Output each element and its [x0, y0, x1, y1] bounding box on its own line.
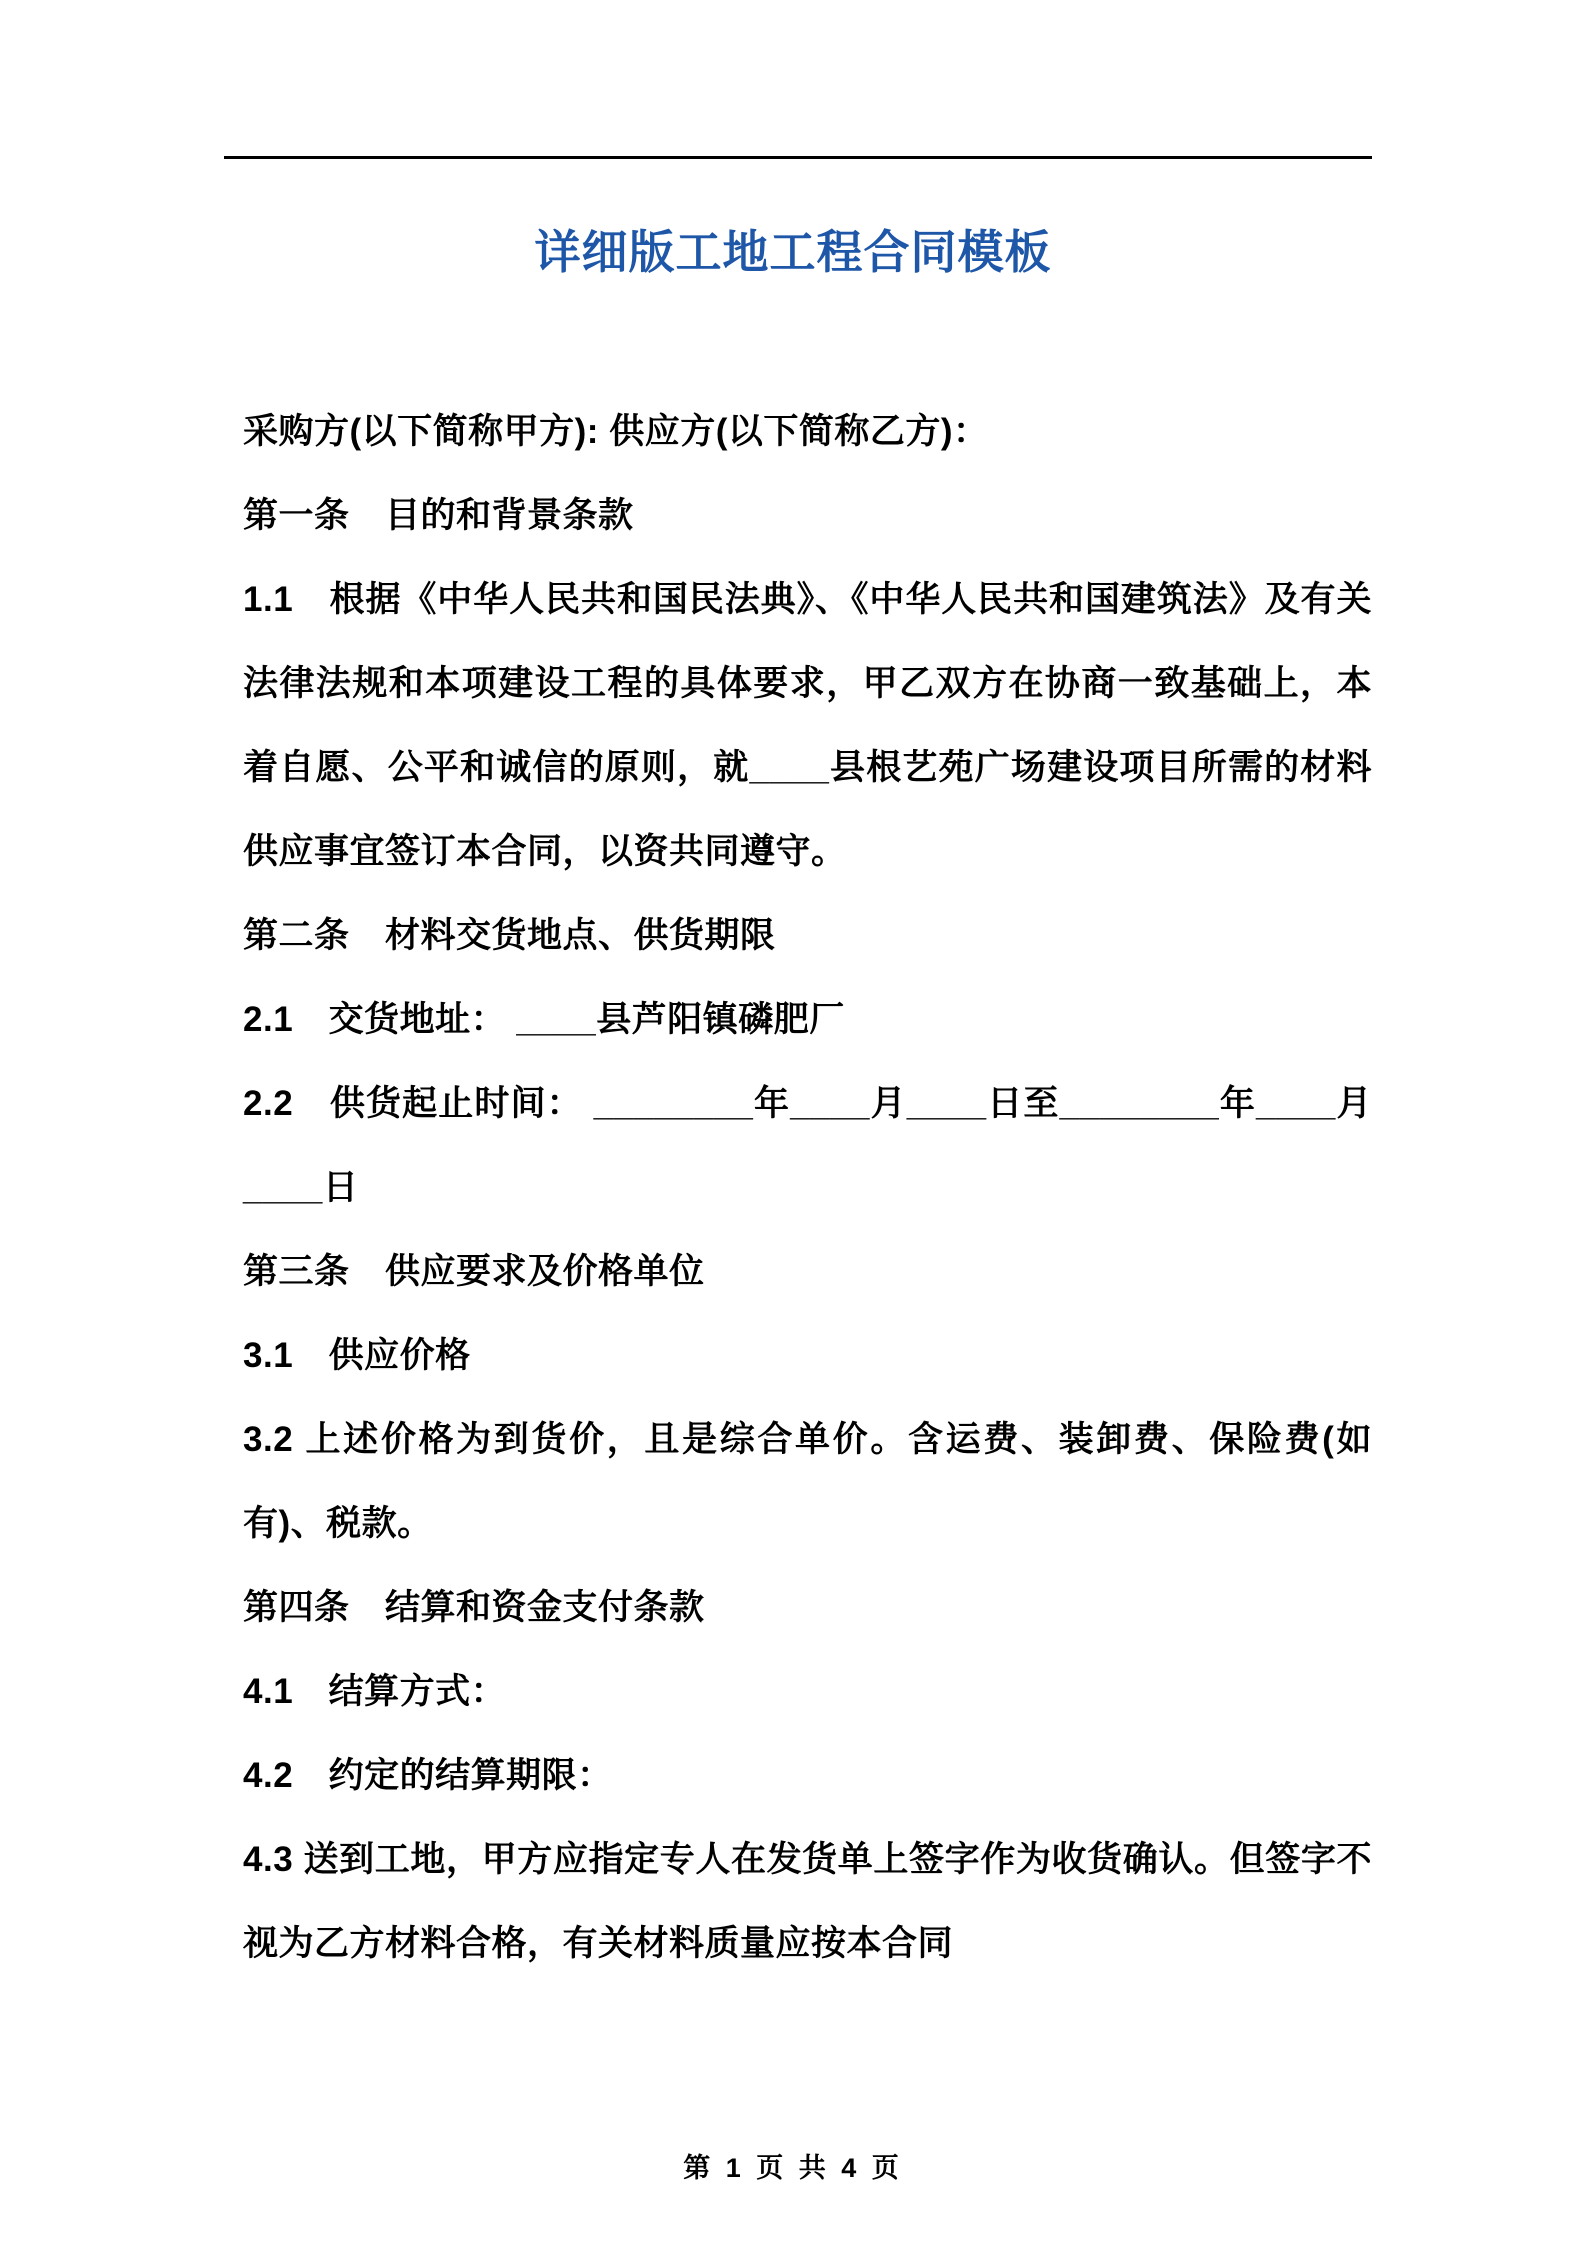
paragraph: 2.1 交货地址： ____县芦阳镇磷肥厂 [243, 1000, 845, 1039]
paragraph: 4.3 送到工地，甲方应指定专人在发货单上签字作为收货确认。但签字不视为乙方材料合格，有关材料质量应按本合同 [243, 1840, 1372, 1963]
document-title: 详细版工地工程合同模板 [534, 226, 1052, 278]
paragraph: 第三条 供应要求及价格单位 [243, 1252, 705, 1291]
paragraph: 第一条 目的和背景条款 [243, 496, 634, 535]
paragraph: 1.1 根据《中华人民共和国民法典》、《中华人民共和国建筑法》及有关法律法规和本项建设工程的具体要求，甲乙双方在协商一致基础上，本着自愿、公平和诚信的原则，就____县根艺苑广场建设项目所需的材料供应事宜签订本合同，以资共同遵守。 [243, 580, 1372, 871]
paragraph: 2.2 供货起止时间： ________年____月____日至________年____月____日 [243, 1084, 1372, 1207]
paragraph: 第四条 结算和资金支付条款 [243, 1588, 705, 1627]
paragraph: 4.1 结算方式： [243, 1672, 507, 1711]
paragraph: 3.2 上述价格为到货价，且是综合单价。含运费、装卸费、保险费(如有)、税款。 [243, 1420, 1372, 1543]
paragraph: 3.1 供应价格 [243, 1336, 471, 1375]
document-body [243, 390, 1372, 1986]
paragraph: 第二条 材料交货地点、供货期限 [243, 916, 776, 955]
paragraph: 4.2 约定的结算期限： [243, 1756, 613, 1795]
paragraph: 采购方(以下简称甲方): 供应方(以下简称乙方)： [243, 412, 989, 451]
page-number-footer: 第 1 页 共 4 页 [683, 2153, 903, 2183]
header-rule [224, 156, 1372, 159]
